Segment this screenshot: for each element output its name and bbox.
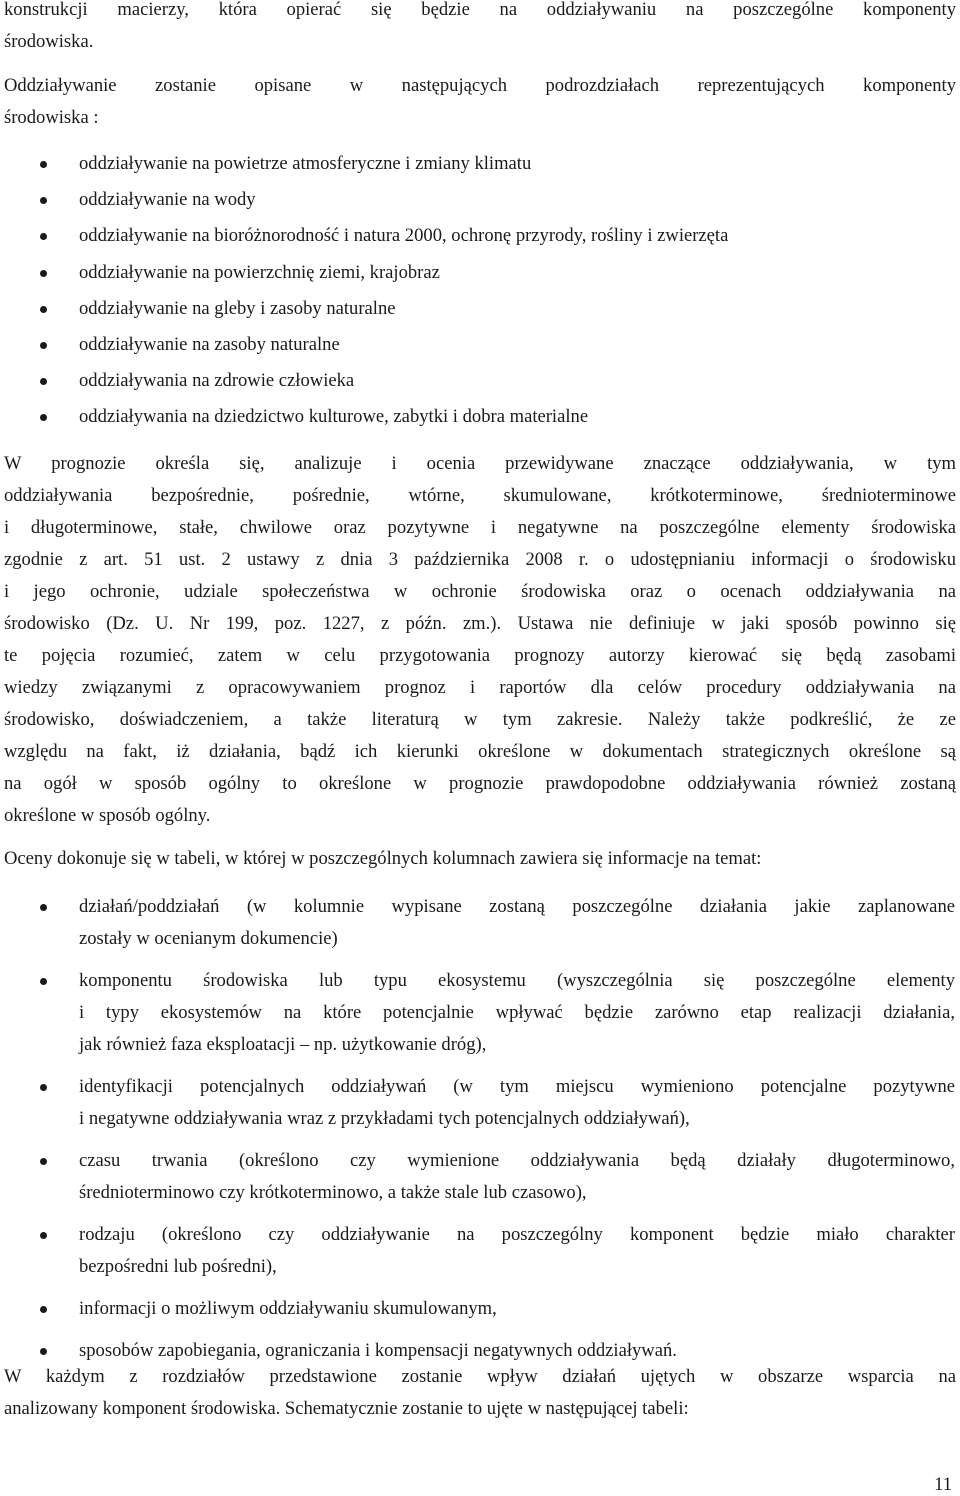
components-list bbox=[0, 146, 960, 436]
bullet-icon bbox=[40, 414, 47, 421]
list-item: rodzaju (określono czy oddziaływanie na poszczególny komponent będzie miało charakter bezpośredni lub pośredni), bbox=[0, 1219, 955, 1283]
criteria-list bbox=[0, 891, 960, 1377]
bullet-icon bbox=[40, 306, 47, 313]
bullet-icon bbox=[40, 197, 47, 204]
page-number: 11 bbox=[934, 1474, 952, 1495]
list-item: oddziaływanie na bioróżnorodność i natura 2000, ochronę przyrody, rośliny i zwierzęta bbox=[0, 218, 955, 254]
bullet-icon bbox=[40, 342, 47, 349]
bullet-icon bbox=[40, 1084, 47, 1091]
para2-line: W prognozie określa się, analizuje i ocenia przewidywane znaczące oddziaływania, w tym bbox=[4, 453, 956, 474]
bullet-icon bbox=[40, 161, 47, 168]
list-item: identyfikacji potencjalnych oddziaływań (w tym miejscu wymieniono potencjalne pozytywne i negatywne oddziaływania wraz z przykładami tych potencjalnych oddziaływań), bbox=[0, 1071, 955, 1135]
para4-line: analizowany komponent środowiska. Schematycznie zostanie to ujęte w następującej tabeli: bbox=[4, 1398, 689, 1419]
para2-line: środowisko (Dz. U. Nr 199, poz. 1227, z późn. zm.). Ustawa nie definiuje w jaki sposób powinno się bbox=[4, 613, 956, 634]
para2-line: środowisko, doświadczeniem, a także literaturą w tym zakresie. Należy także podkreślić, że ze bbox=[4, 709, 956, 730]
bullet-icon bbox=[40, 1232, 47, 1239]
intro-paragraph bbox=[4, 0, 956, 58]
para2-line: oddziaływania bezpośrednie, pośrednie, wtórne, skumulowane, krótkoterminowe, średnioterminowe bbox=[4, 485, 956, 506]
components-intro-paragraph bbox=[4, 70, 956, 134]
closing-paragraph bbox=[4, 1361, 956, 1425]
para2-line: zgodnie z art. 51 ust. 2 ustawy z dnia 3 października 2008 r. o udostępnianiu informacji o środowisku bbox=[4, 549, 956, 570]
list-item: oddziaływanie na powietrze atmosferyczne i zmiany klimatu bbox=[0, 146, 955, 182]
bullet-icon bbox=[40, 978, 47, 985]
list-item: oddziaływania na dziedzictwo kulturowe, zabytki i dobra materialne bbox=[0, 399, 955, 435]
bullet-icon bbox=[40, 1158, 47, 1165]
list-item: informacji o możliwym oddziaływaniu skumulowanym, bbox=[0, 1293, 955, 1325]
para2-line: i jego ochronie, udziale społeczeństwa w ochronie środowiska oraz o ocenach oddziaływania na bbox=[4, 581, 956, 602]
list-item: komponentu środowiska lub typu ekosystemu (wyszczególnia się poszczególne elementy i typy ekosystemów na które potencjalnie wpływać będzie zarówno etap realizacji działania, jak również faza eksploatacji – np. użytkowanie dróg), bbox=[0, 965, 955, 1061]
para2-line: na ogół w sposób ogólny to określone w prognozie prawdopodobne oddziaływania również zostaną bbox=[4, 773, 956, 794]
para1-line-2: środowiska : bbox=[4, 107, 99, 128]
list-item: oddziaływanie na zasoby naturalne bbox=[0, 327, 955, 363]
para2-line: te pojęcia rozumieć, zatem w celu przygotowania prognozy autorzy kierować się będą zasobami bbox=[4, 645, 956, 666]
para2-line: określone w sposób ogólny. bbox=[4, 805, 211, 826]
para2-line: względu na fakt, iż działania, bądź ich kierunki określone w dokumentach strategicznych określone są bbox=[4, 741, 956, 762]
para3-line: Oceny dokonuje się w tabeli, w której w poszczególnych kolumnach zawiera się informacje na temat: bbox=[4, 848, 762, 869]
list-item: oddziaływanie na wody bbox=[0, 182, 955, 218]
list-item: działań/poddziałań (w kolumnie wypisane zostaną poszczególne działania jakie zaplanowane zostały w ocenianym dokumencie) bbox=[0, 891, 955, 955]
para2-line: i długoterminowe, stałe, chwilowe oraz pozytywne i negatywne na poszczególne elementy środowiska bbox=[4, 517, 956, 538]
para4-line: W każdym z rozdziałów przedstawione zostanie wpływ działań ujętych w obszarze wsparcia na bbox=[4, 1366, 956, 1387]
para2-line: wiedzy związanymi z opracowywaniem prognoz i raportów dla celów procedury oddziaływania na bbox=[4, 677, 956, 698]
list-item: oddziaływanie na powierzchnię ziemi, krajobraz bbox=[0, 255, 955, 291]
intro-line-1: konstrukcji macierzy, która opierać się będzie na oddziaływaniu na poszczególne komponenty bbox=[4, 0, 956, 20]
list-item: oddziaływanie na gleby i zasoby naturalne bbox=[0, 291, 955, 327]
table-intro-paragraph bbox=[4, 843, 956, 875]
bullet-icon bbox=[40, 1348, 47, 1355]
intro-line-2: środowiska. bbox=[4, 31, 94, 52]
bullet-icon bbox=[40, 270, 47, 277]
bullet-icon bbox=[40, 233, 47, 240]
list-item: oddziaływania na zdrowie człowieka bbox=[0, 363, 955, 399]
bullet-icon bbox=[40, 378, 47, 385]
bullet-icon bbox=[40, 904, 47, 911]
bullet-icon bbox=[40, 1306, 47, 1313]
list-item: czasu trwania (określono czy wymienione oddziaływania będą działały długoterminowo, średnioterminowo czy krótkoterminowo, a także stale lub czasowo), bbox=[0, 1145, 955, 1209]
para1-line-1: Oddziaływanie zostanie opisane w następujących podrozdziałach reprezentujących komponenty bbox=[4, 75, 956, 96]
forecast-paragraph bbox=[4, 448, 956, 832]
list-item: sposobów zapobiegania, ograniczania i kompensacji negatywnych oddziaływań. bbox=[0, 1335, 955, 1367]
